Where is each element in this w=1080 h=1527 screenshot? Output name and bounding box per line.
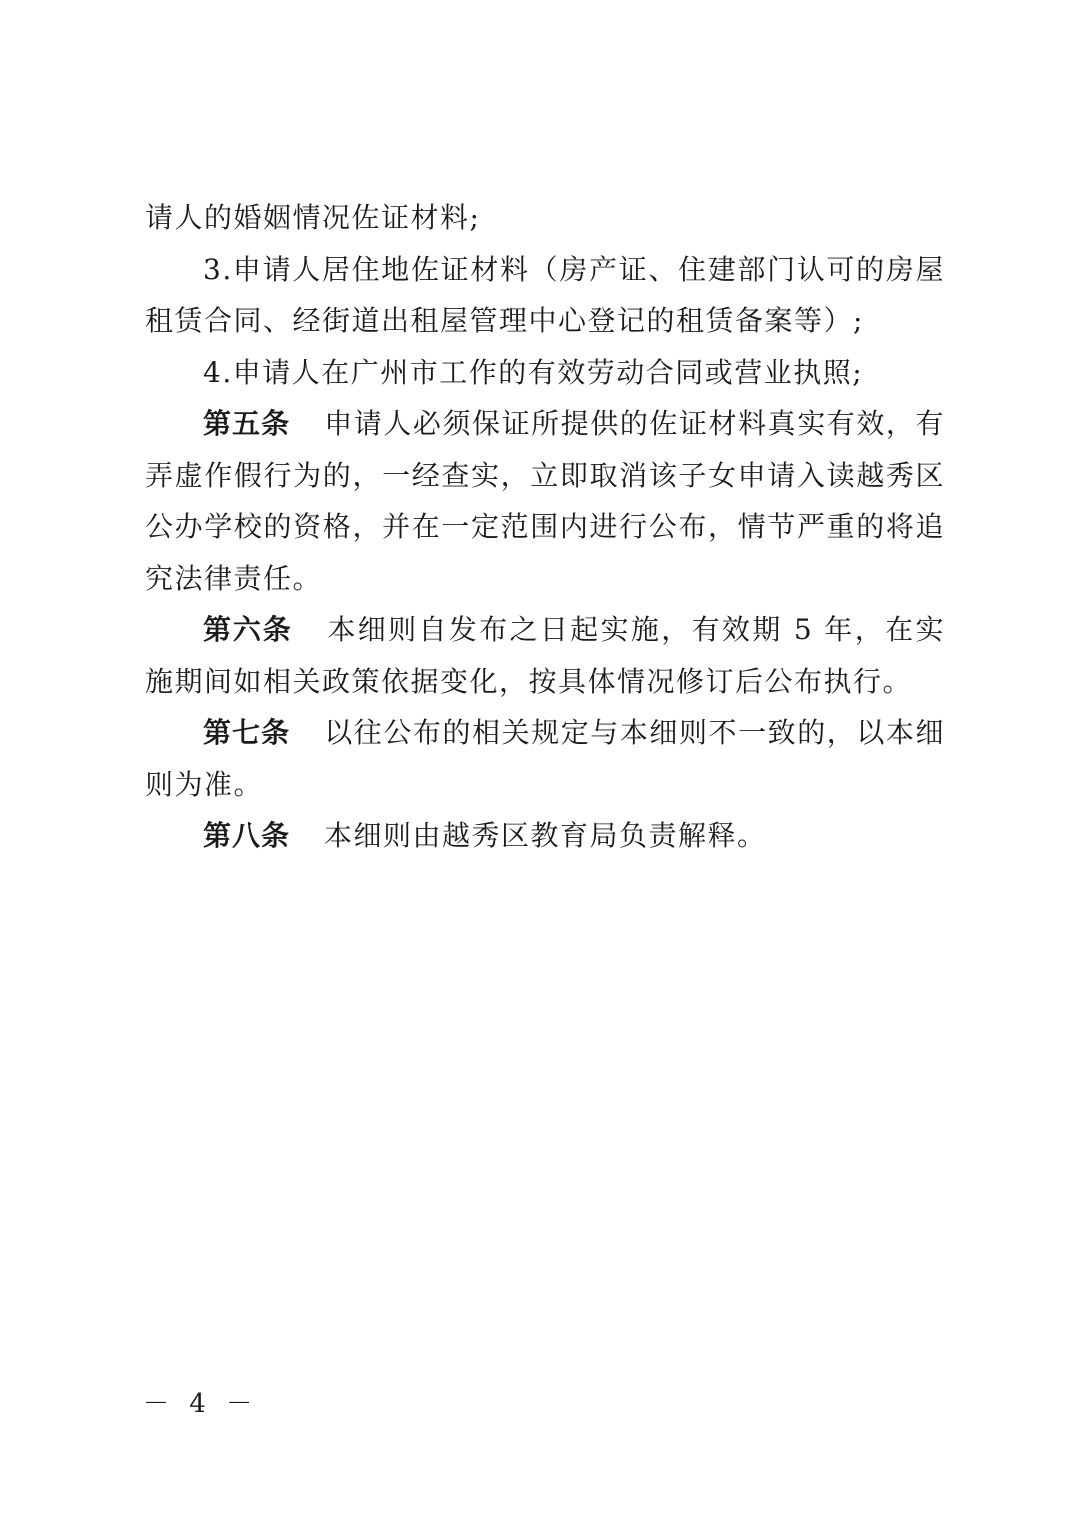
article-number: 第五条 — [203, 407, 291, 440]
article-5 — [145, 398, 945, 604]
paragraph-text: 4.申请人在广州市工作的有效劳动合同或营业执照; — [203, 355, 864, 389]
page-number: － 4 － — [143, 1389, 259, 1419]
paragraph-text: 3.申请人居住地佐证材料（房产证、住建部门认可的房屋租赁合同、经街道出租屋管理中心登记的租赁备案等）; — [145, 252, 945, 337]
article-text: 申请人必须保证所提供的佐证材料真实有效，有弄虚作假行为的，一经查实，立即取消该子女申请入读越秀区公办学校的资格，并在一定范围内进行公布，情节严重的将追究法律责任。 — [145, 407, 945, 595]
article-number: 第六条 — [203, 613, 293, 646]
article-8 — [145, 810, 945, 862]
paragraph-text: 请人的婚姻情况佐证材料; — [145, 201, 481, 234]
paragraph-item-3 — [145, 244, 945, 347]
article-text: 本细则自发布之日起实施，有效期 5 年，在实施期间如相关政策依据变化，按具体情况修订后公布执行。 — [145, 613, 945, 698]
article-text: 本细则由越秀区教育局负责解释。 — [324, 819, 767, 852]
paragraph-continuation — [145, 192, 945, 244]
document-body — [145, 192, 945, 862]
paragraph-item-4 — [145, 347, 945, 399]
article-number: 第七条 — [203, 716, 291, 749]
article-6 — [145, 604, 945, 707]
article-7 — [145, 707, 945, 810]
article-text: 以往公布的相关规定与本细则不一致的，以本细则为准。 — [145, 716, 945, 801]
article-number: 第八条 — [203, 819, 291, 852]
